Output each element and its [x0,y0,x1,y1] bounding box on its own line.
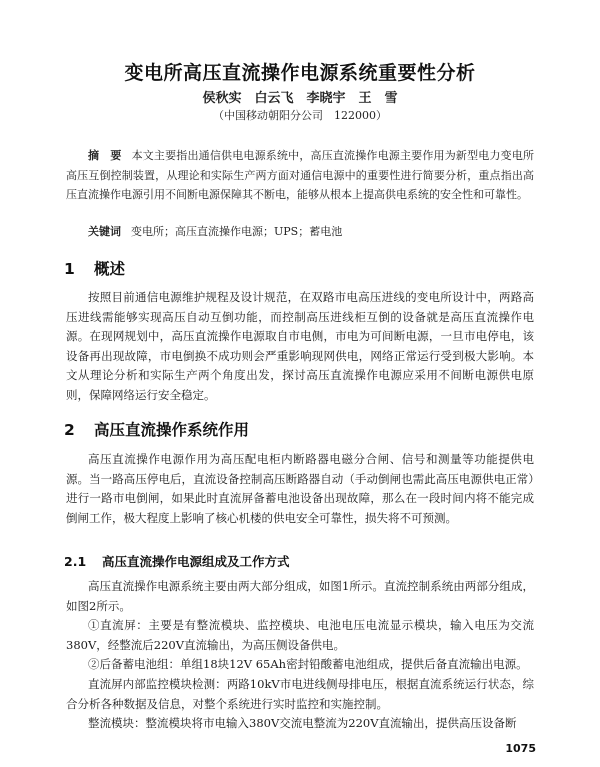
section-title: 高压直流操作系统作用 [94,421,250,439]
paper-title: 变电所高压直流操作电源系统重要性分析 [124,62,476,84]
section-title: 概述 [94,260,126,278]
page-number: 1075 [505,742,536,755]
keywords-label: 关键词 [88,225,121,238]
paragraph: 整流模块：整流模块将市电输入380V交流电整流为220V直流输出，提供高压设备断 [88,716,517,731]
paragraph: ②后备蓄电池组：单组18块12V 65Ah密封铅酸蓄电池组成，提供后备直流输出电源。 [88,657,528,672]
section-number: 2 [64,421,75,439]
paragraph: 高压直流操作电源系统主要由两大部分组成，如图1所示。直流控制系统由两部分组成，如图2所示。 [66,579,534,613]
subsection-number: 2.1 [64,554,87,569]
abstract-text: 本文主要指出通信供电电源系统中，高压直流操作电源主要作用为新型电力变电所高压互倒控制装置，从理论和实际生产两方面对通信电源中的重要性进行简要分析，重点指出高压直流操作电源引用不间断电源保障其不断电，能够从根本上提高供电系统的安全性和可靠性。 [66,149,535,201]
paragraph: 按照目前通信电源维护规程及设计规范，在双路市电高压进线的变电所设计中，两路高压进线需能够实现高压自动互倒功能，而控制高压进线柜互倒的设备就是高压直流操作电源。在现网规划中，高压直流操作电源取自市电侧，市电为可间断电源，一旦市电停电，该设备再出现故障，市电倒换不成功则会严重影响现网供电，网络正常运行受到极大影响。本文从理论分析和实际生产两个角度出发，探讨高压直流操作电源应采用不间断电源供电原则，保障网络运行安全稳定。 [66,290,534,402]
subsection-heading [64,552,290,570]
paragraph: 直流屏内部监控模块检测：两路10kV市电进线侧母排电压，根据直流系统运行状态，综合分析各种数据及信息，对整个系统进行实时监控和实施控制。 [66,676,534,711]
section-number: 1 [64,260,75,278]
author-list: 侯秋实 白云飞 李晓宇 王 雪 [202,91,398,106]
section-heading-2 [64,418,249,440]
section-1-body [66,288,534,406]
section-heading-1 [64,257,125,279]
paragraph: ①直流屏：主要是有整流模块、监控模块、电池电压电流显示模块，输入电压为交流380V，经整流后220V直流输出，为高压侧设备供电。 [66,618,534,652]
abstract [66,146,534,205]
affiliation: （中国移动朝阳分公司 122000） [213,109,387,122]
section-2-body [66,450,534,528]
subsection-body [66,577,534,734]
keywords [66,222,556,241]
paragraph: 高压直流操作电源作用为高压配电柜内断路器电磁分合闸、信号和测量等功能提供电源。当一路高压停电后，直流设备控制高压断路器自动（手动倒闸也需此高压电源供电正常）进行一路市电倒闸，如果此时直流屏备蓄电池设备出现故障，那么在一段时间内将不能完成倒闸工作，极大程度上影响了核心机楼的供电安全可靠性，损失将不可预测。 [66,452,534,525]
subsection-title: 高压直流操作电源组成及工作方式 [102,554,290,569]
keywords-text: 变电所；高压直流操作电源；UPS；蓄电池 [131,225,343,238]
abstract-label: 摘 要 [88,149,122,162]
